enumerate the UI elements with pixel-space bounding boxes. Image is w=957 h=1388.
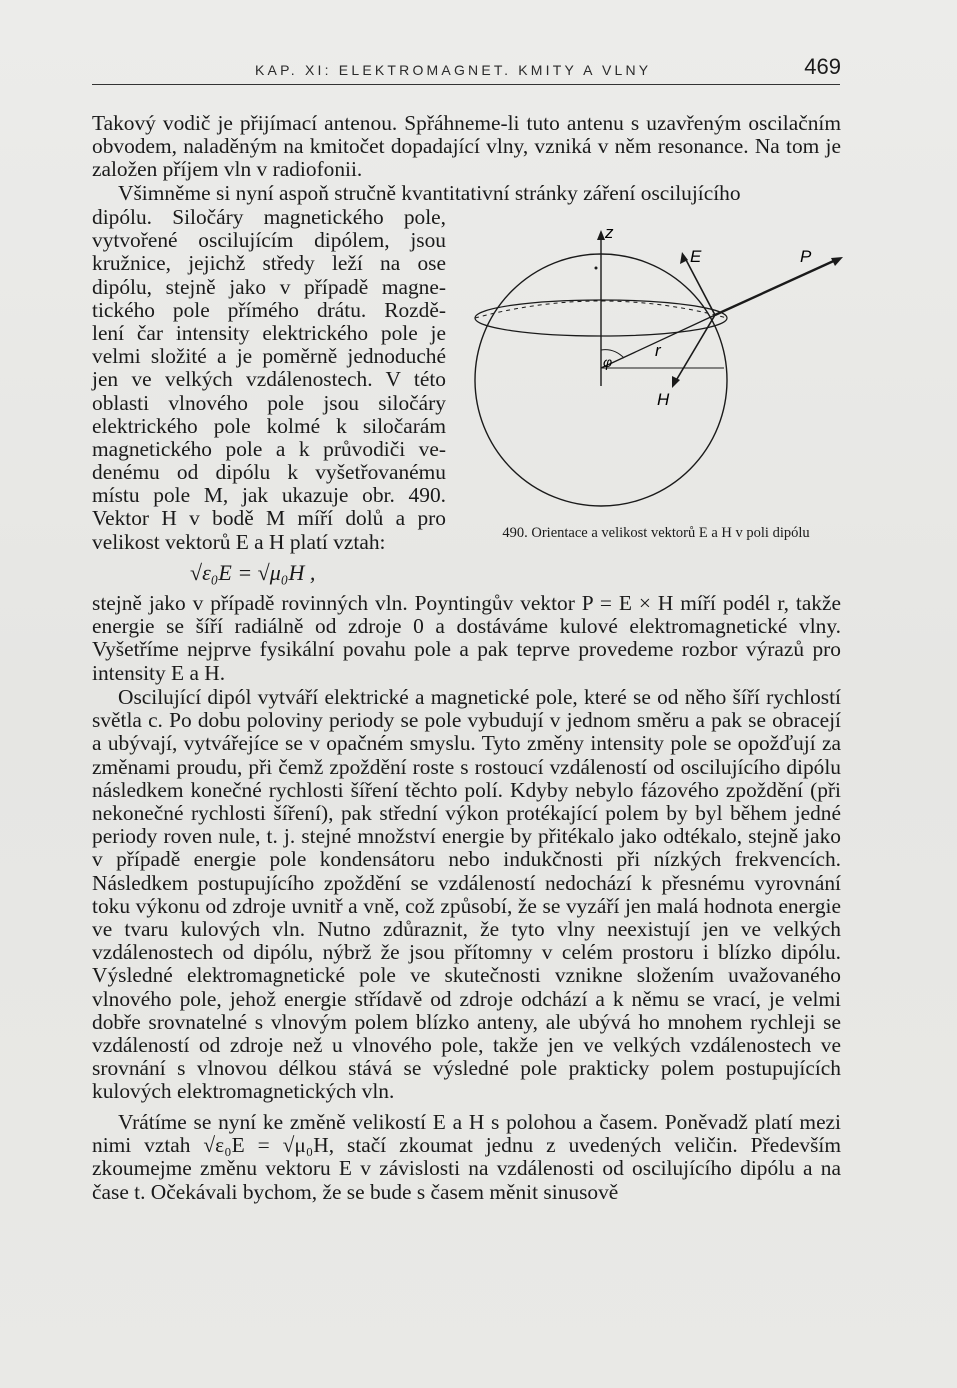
label-z: z <box>605 223 614 242</box>
z-axis-arrow <box>597 230 605 240</box>
text-line: denému od dipólu k vyšetřovanému <box>92 460 446 485</box>
point-marker <box>595 267 598 270</box>
wrapped-paragraph <box>92 206 446 554</box>
header-rule <box>92 84 840 85</box>
text-line: dipólu. Siločáry magnetického pole, <box>92 205 446 229</box>
text-line: dipólu, stejně jako v případě magne- <box>92 274 446 299</box>
label-phi: φ <box>603 354 613 370</box>
figure-caption: 490. Orientace a velikost vektorů E a H v poli dipólu <box>502 525 810 541</box>
paragraph-antenna: Takový vodič je přijímací antenou. Spřáhneme-li tuto antenu s uzavřeným oscilačním obvodem, naladěným na kmitočet dopadající vlny, vzniká v něm resonance. Na tom je založen příjem vln v radiofonii. <box>92 111 841 182</box>
page-number: 469 <box>804 54 841 79</box>
text-line: Vektor H v bodě M míří dolů a pro <box>92 506 446 531</box>
text-line: oblasti vlnového pole jsou siločáry <box>92 390 446 415</box>
label-e: E <box>690 247 702 266</box>
figure-dipole-field <box>462 222 852 522</box>
text-line: velikost vektorů E a H platí vztah: <box>92 529 386 554</box>
text-line: vytvořené oscilujícím dipólem, jsou <box>92 228 446 253</box>
text-line: místu pole M, jak ukazuje obr. 490. <box>92 483 446 508</box>
text-line: lení čar intensity elektrického pole je <box>92 320 446 345</box>
p-vector <box>715 259 838 315</box>
label-h: H <box>657 390 670 409</box>
paragraph-poynting: stejně jako v případě rovinných vln. Poyntingův vektor P = E × H míří podél r, takže energie se šíří radiálně od zdroje 0 a dostáváme kulové elektromagnetické vlny. Vyšetříme nejprve fysikální povahu pole a pak teprve provedeme rozbor výrazů pro intensity E a H. <box>92 591 841 685</box>
text-line: elektrického pole kolmé k siločarám <box>92 413 446 438</box>
h-vector-arrow <box>672 376 680 388</box>
text-line: velmi složité a je poměrně jednoduché <box>92 344 446 369</box>
text-line: jen ve velkých vzdálenostech. V této <box>92 367 446 392</box>
text-line: tického pole přímého drátu. Rozdě- <box>92 297 446 322</box>
running-head: KAP. XI: ELEKTROMAGNET. KMITY A VLNY <box>255 62 652 78</box>
text-line: kružnice, jejichž středy leží na ose <box>92 251 446 276</box>
label-p: P <box>800 247 812 266</box>
equation: √ε₀E = √μ₀H , <box>190 560 316 585</box>
p-vector-arrow <box>831 257 843 266</box>
h-vector <box>674 315 715 384</box>
paragraph-field-variation: Vrátíme se nyní ke změně velikostí E a H s polohou a časem. Poněvadž platí mezi nimi vztah √ε₀E = √μ₀H, stačí zkoumat jednu z uvedených veličin. Především zkoumejme změnu vektoru E v závislosti na vzdálenosti od oscilujícího dipólu a na čase t. Očekávali bychom, že se bude s časem měnit sinusově <box>92 1110 841 1204</box>
text-line: magnetického pole a k průvodiči ve- <box>92 436 446 461</box>
paragraph-oscillating-dipole: Oscilující dipól vytváří elektrické a magnetické pole, které se od něho šíří rychlostí světla c. Po dobu poloviny periody se pole vybudují v jednom směru a pak se obracejí a ubývají, vytvářejíce se v opačném smyslu. Tyto změny intensity pole se opožďují za změnami proudu, při čemž zpoždění roste s rostoucí vzdáleností od oscilujícího dipólu následkem konečné rychlosti šíření těchto polí. Kdyby nebylo fázového zpoždění (při nekonečné rychlosti šíření), pak střední výkon protékající polem by byl během jedné periody roven nule, t. j. stejné množství energie by přitékalo jako odtékalo, stejně jako v případě energie pole kondensátoru nebo indukčnosti při nízkých frekvencích. Následkem postupujícího zpoždění se vzdáleností nedochází k přesnému vyrovnání toku výkonu od zdroje uvnitř a vně, což způsobí, že se vyzáří jen malá hodnota energie ve tvaru kulových vln. Nutno zdůraznit, že tyto vlny neexistují jen ve velkých vzdálenostech od dipólu, nýbrž že jsou přítomny v celém prostoru i blízko dipólu. Výsledné elektromagnetické pole ve skutečnosti vznikne složením uvažovaného vlnového pole, jehož energie střídavě od zdroje odchází a k němu se vrací, je velmi dobře srovnatelné s vlnovým polem blízko anteny, ale ubývá ho mnohem rychleji se vzdáleností od zdroje než u vlnového pole, takže jen ve velkých vzdálenostech ve srovnání s vlnovou délkou stává se výsledné pole prakticky polem postupujících kulových elektromagnetických vln. <box>92 685 841 1104</box>
label-r: r <box>655 341 661 360</box>
paragraph-dipole-intro: Všimněme si nyní aspoň stručně kvantitativní stránky záření oscilujícího <box>118 181 741 205</box>
